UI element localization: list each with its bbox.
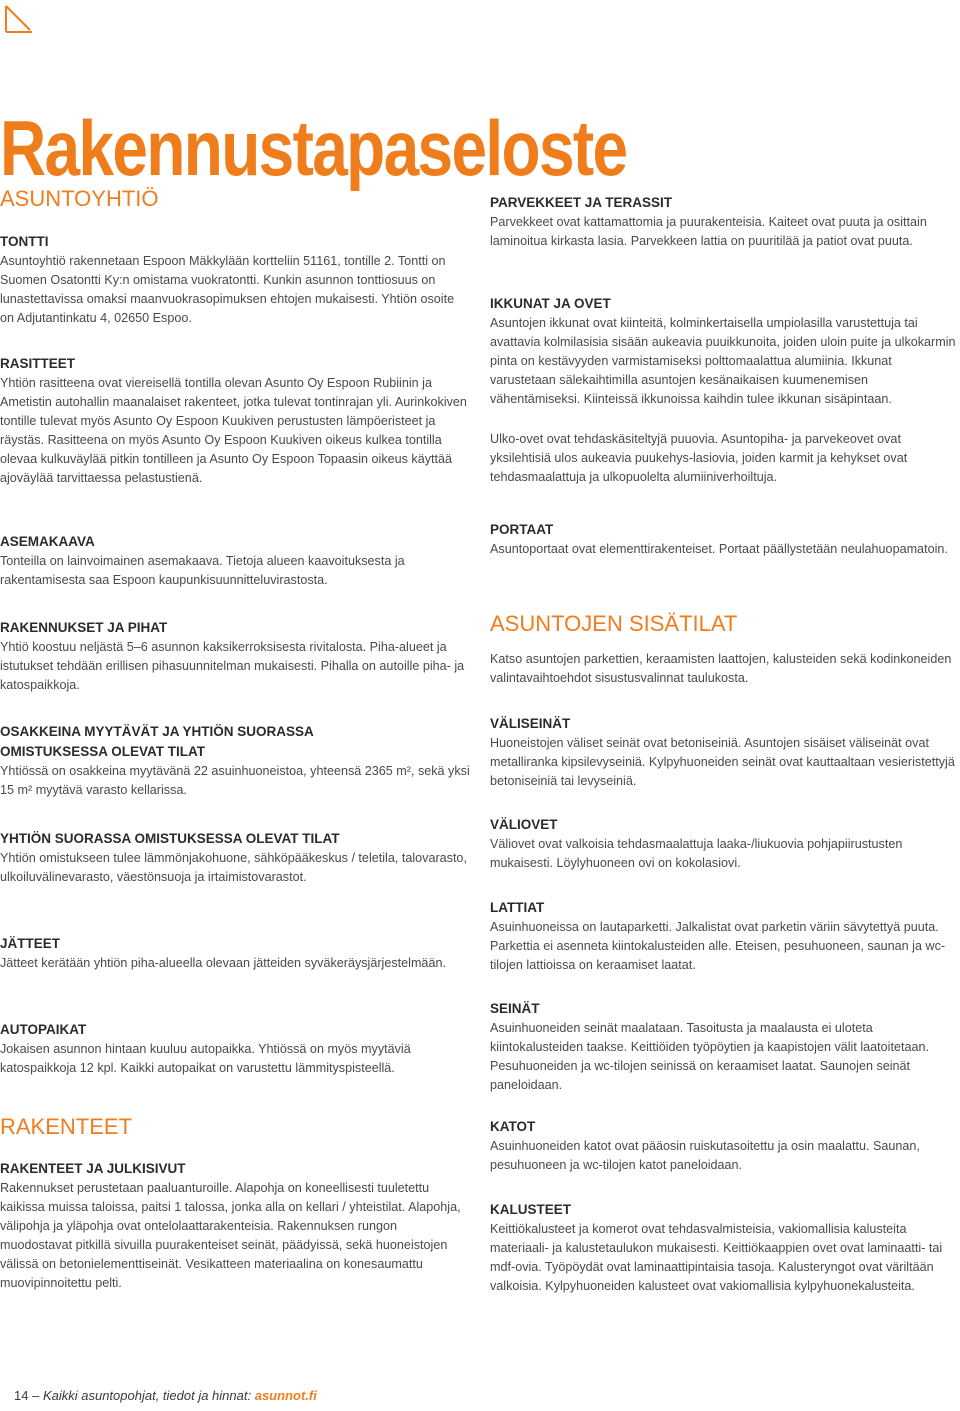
- block-text: Jätteet kerätään yhtiön piha-alueella olevaan jätteiden syväkeräysjärjestelmään.: [0, 956, 446, 970]
- block-text: Väliovet ovat valkoisia tehdasmaalattuja laaka-/liukuovia pohjapiirustusten mukaisesti. Löylyhuoneen ovi on kokolasiovi.: [490, 837, 903, 870]
- block-text: Yhtiön omistukseen tulee lämmönjakohuone, sähköpääkeskus / teletila, talovarasto, ulkoiluvälinevarasto, väestönsuoja ja irtaimistovarastot.: [0, 851, 467, 884]
- block-title: LATTIAT: [490, 900, 545, 915]
- page-title: Rakennustapaseloste: [0, 104, 627, 193]
- block-text: Asuinhuoneissa on lautaparketti. Jalkalistat ovat parketin väriin sävytettyä puuta. Parkettia ei asenneta kiintokalusteiden alle. Eteisen, pesuhuoneen, saunan ja wc-tilojen lattioissa on keraamiset laatat.: [490, 920, 946, 972]
- block-text: Rakennukset perustetaan paaluanturoille. Alapohja on koneellisesti tuuletettu kaikissa muissa taloissa, paitsi 1 talossa, jonka alla on kellari / yhteistilat. Alapohja, välipohja ja yläpohja ovat ontelolaattarakenteisia. Rakennuksen rungon muodostavat pitkillä sivuilla puurakenteiset seinät, päädyissä, sekä huoneistojen välissä on betonielementtiseinät. Vesikatteen materiaalina on konesaumattu muovipinnoitettu pelti.: [0, 1181, 461, 1290]
- page-number: 14: [14, 1388, 29, 1403]
- block-title: OSAKKEINA MYYTÄVÄT JA YHTIÖN SUORASSA OMISTUKSESSA OLEVAT TILAT: [0, 724, 314, 759]
- footer-dash: –: [32, 1388, 40, 1403]
- block-title: VÄLIOVET: [490, 817, 558, 832]
- block-valiseinat: [490, 714, 958, 791]
- block-title: SEINÄT: [490, 1001, 540, 1016]
- block-title: TONTTI: [0, 234, 49, 249]
- block-rasitteet: [0, 354, 470, 488]
- block-parvekkeet: [490, 193, 958, 251]
- block-osakkeina: [0, 722, 470, 800]
- block-ikkunat: [490, 294, 958, 487]
- block-kalusteet: [490, 1200, 958, 1296]
- block-autopaikat: [0, 1020, 470, 1078]
- block-title: RASITTEET: [0, 356, 76, 371]
- footer-caption: Kaikki asuntopohjat, tiedot ja hinnat:: [42, 1388, 252, 1403]
- block-title: IKKUNAT JA OVET: [490, 296, 611, 311]
- block-text: Yhtiön rasitteena ovat viereisellä tontilla olevan Asunto Oy Espoon Rubiinin ja Ametistin autohallin maanalaiset rakenteet, jotka tulevat tontinrajan yli. Aurinkokiven tontille tulevat myös Asunto Oy Espoon Kuukiven perustusten lämpöeristeet ja räystäs. Rasitteena on myös Asunto Oy Espoon Kuukiven oikeus kulkea tontilla olevaa kulkuväylää pitkin tontilleen ja Asunto Oy Espoon Topaasin oikeus käyttää ajoväylää tarvittaessa pelastustienä.: [0, 376, 467, 485]
- block-asemakaava: [0, 532, 470, 590]
- block-title: PARVEKKEET JA TERASSIT: [490, 195, 673, 210]
- block-rakennukset: [0, 618, 470, 695]
- block-title: VÄLISEINÄT: [490, 716, 571, 731]
- block-title: KALUSTEET: [490, 1202, 571, 1217]
- block-text-2: Ulko-ovet ovat tehdaskäsiteltyjä puuovia. Asuntopiha- ja parvekeovet ovat yksilehtisiä ulos aukeavia puukehys-lasiovia, joiden karmit ja kehykset ovat tehdasmaalattuja ja ulkopuolelta alumiiniverhoiltuja.: [490, 432, 908, 484]
- block-text: Parvekkeet ovat kattamattomia ja puurakenteisia. Kaiteet ovat puuta ja osittain laminoitua kirkasta lasia. Parvekkeen lattia on puuritilää ja patiot ovat puuta.: [490, 215, 927, 248]
- block-title: KATOT: [490, 1119, 536, 1134]
- section-heading-asuntoyhtio: ASUNTOYHTIÖ: [0, 186, 159, 211]
- block-katot: [490, 1117, 958, 1175]
- block-rakenteet-julkisivut: [0, 1159, 470, 1293]
- block-portaat: [490, 520, 958, 559]
- block-title: PORTAAT: [490, 522, 554, 537]
- block-jatteet: [0, 934, 470, 973]
- block-sisatilat-intro: [490, 650, 958, 688]
- block-title: RAKENNUKSET JA PIHAT: [0, 620, 168, 635]
- block-tontti: [0, 232, 470, 328]
- block-text: Asuinhuoneiden seinät maalataan. Tasoitusta ja maalausta ei uloteta kiintokalusteiden taakse. Keittiöiden työpöytien ja kaapistojen välit laatoitetaan. Pesuhuoneiden ja wc-tilojen seinissä on keraamiset laatat. Saunojen seinät paneloidaan.: [490, 1021, 929, 1092]
- block-title: AUTOPAIKAT: [0, 1022, 87, 1037]
- block-title: JÄTTEET: [0, 936, 61, 951]
- section-heading-rakenteet: RAKENTEET: [0, 1114, 133, 1139]
- section-heading-sisatilat: ASUNTOJEN SISÄTILAT: [490, 611, 738, 636]
- page-footer: [14, 1388, 317, 1403]
- block-lattiat: [490, 898, 958, 975]
- block-seinat: [490, 999, 958, 1095]
- block-title: ASEMAKAAVA: [0, 534, 95, 549]
- block-title: YHTIÖN SUORASSA OMISTUKSESSA OLEVAT TILAT: [0, 831, 340, 846]
- footer-link[interactable]: asunnot.fi: [254, 1388, 317, 1403]
- block-title: RAKENTEET JA JULKISIVUT: [0, 1161, 186, 1176]
- block-text: Tonteilla on lainvoimainen asemakaava. Tietoja alueen kaavoituksesta ja rakentamisesta saa Espoon kaupunkisuunnitteluvirastosta.: [0, 554, 405, 587]
- block-text: Jokaisen asunnon hintaan kuuluu autopaikka. Yhtiössä on myös myytäviä katospaikkoja 12 kpl. Kaikki autopaikat on varustettu lämmityspisteellä.: [0, 1042, 411, 1075]
- block-text: Asuntojen ikkunat ovat kiinteitä, kolminkertaisella umpiolasilla varustettuja tai avattavia kolmilasisia sisään aukeavia puuikkunoita, joiden uloin puite ja ulkokarmin pinta on kestävyyden varmistamiseksi polttomaalattua alumiinia. Ikkunat varustetaan sälekaihtimilla asuntojen kesänaikaisen kuumenemisen vähentämiseksi. Kiinteissä ikkunoissa kaihdin tulee ikkunan sisäpintaan.: [490, 316, 956, 406]
- block-text: Keittiökalusteet ja komerot ovat tehdasvalmisteisia, vakiomallisia kalusteita materiaali- ja kalustetaulukon mukaisesti. Keittiökaappien ovet ovat laminaatti- tai mdf-ovia. Työpöydät ovat laminaattipintaisia tasoja. Kalusteryngot ovat väriltään valkoisia. Kylpyhuoneiden kalusteet ovat vakiomallisia kylpyhuonekalusteita.: [490, 1222, 943, 1293]
- block-text: Asuntoyhtiö rakennetaan Espoon Mäkkylään kortteliin 51161, tontille 2. Tontti on Suomen Osatontti Ky:n omistama vuokratontti. Kunkin asunnon tonttiosuus on lunastettavissa omaksi maanvuokrasopimuksen ehtojen mukaisesti. Yhtiön osoite on Adjutantinkatu 4, 02650 Espoo.: [0, 254, 455, 325]
- block-text: Huoneistojen väliset seinät ovat betoniseiniä. Asuntojen sisäiset väliseinät ovat metalliranka kipsilevyseiniä. Kylpyhuoneiden seinät ovat kauttaaltaan vesieristettyjä betoniseiniä tai levyseiniä.: [490, 736, 955, 788]
- block-text: Katso asuntojen parkettien, keraamisten laattojen, kalusteiden sekä kodinkoneiden valintavaihtoehdot sisustusvalinnat taulukosta.: [490, 652, 952, 685]
- block-text: Asuinhuoneiden katot ovat pääosin ruiskutasoitettu ja osin maalattu. Saunan, pesuhuoneen ja wc-tilojen katot paneloidaan.: [490, 1139, 920, 1172]
- block-valiovet: [490, 815, 958, 873]
- block-text: Asuntoportaat ovat elementtirakenteiset. Portaat päällystetään neulahuopamatoin.: [490, 542, 948, 556]
- block-text: Yhtiössä on osakkeina myytävänä 22 asuinhuoneistoa, yhteensä 2365 m², sekä yksi 15 m² myytävä varasto kellarissa.: [0, 764, 470, 797]
- corner-arrow-icon: [2, 4, 34, 36]
- block-yhtion-tilat: [0, 829, 470, 887]
- block-text: Yhtiö koostuu neljästä 5–6 asunnon kaksikerroksisesta rivitalosta. Piha-alueet ja istutukset tehdään erillisen pihasuunnitelman mukaisesti. Pihalla on autoille piha- ja katospaikkoja.: [0, 640, 465, 692]
